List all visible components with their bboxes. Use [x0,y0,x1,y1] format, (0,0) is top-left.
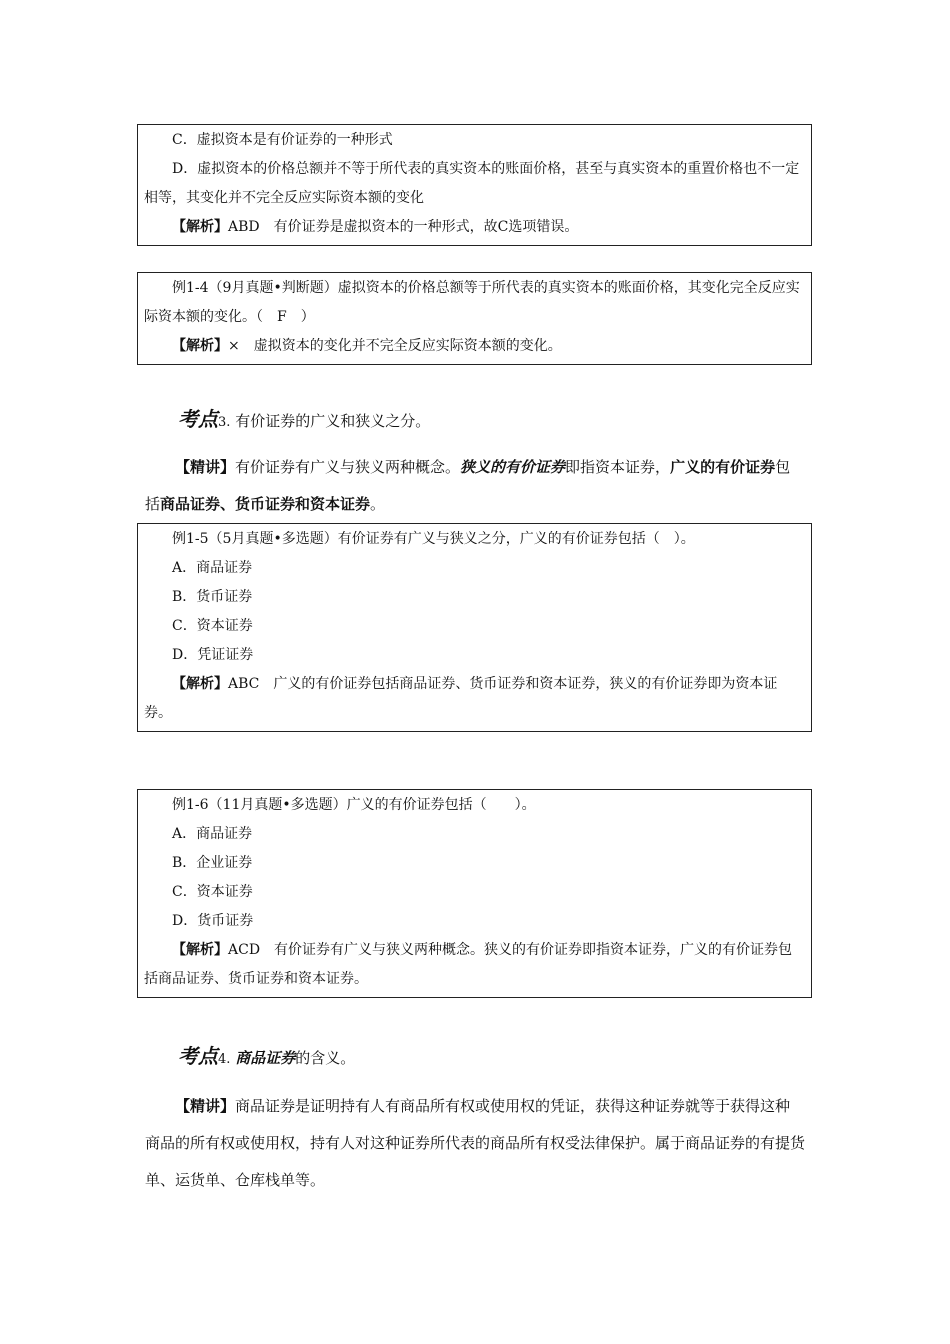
section-number: 3. [218,415,231,430]
kaodian-label: 考点 [178,407,218,431]
analysis [144,936,805,994]
section-title-bold: 商品证券 [235,1049,296,1067]
bold-term: 商品证券、货币证券和资本证券 [160,495,371,513]
paragraph-text: 有价证券有广义与狭义两种概念。 [235,458,461,476]
analysis-tag: 【解析】 [172,942,228,958]
section-heading-3 [178,407,430,435]
analysis-text: × 虚拟资本的变化并不完全反应实际资本额的变化。 [228,338,562,354]
analysis [144,332,805,361]
example-box-3 [137,523,812,732]
analysis-tag: 【解析】 [172,219,228,235]
analysis-tag: 【解析】 [172,676,228,692]
option-d: D．凭证证券 [172,647,254,663]
analysis-text: ABC 广义的有价证券包括商品证券、货币证券和资本证券，狭义的有价证券即为资本证券。 [144,676,778,721]
option-c: C．资本证券 [172,884,253,900]
explanation-paragraph-3 [145,449,805,523]
paragraph-text: 即指资本证券， [565,458,671,476]
bold-term: 广义的有价证券 [670,458,776,476]
example-box-1 [137,124,812,246]
option-b: B．企业证券 [172,855,253,871]
section-title: 的含义。 [295,1049,356,1067]
example-box-2 [137,272,812,365]
kaodian-label: 考点 [178,1044,218,1068]
option-d: D．货币证券 [172,913,254,929]
section-heading-4 [178,1044,355,1072]
option-b: B．货币证券 [172,589,253,605]
question-text: 例1-6（11月真题•多选题）广义的有价证券包括（ ）。 [172,797,536,813]
option-a: A．商品证券 [172,826,253,842]
section-number: 4. [218,1052,231,1067]
option-d: D．虚拟资本的价格总额并不等于所代表的真实资本的账面价格，甚至与真实资本的重置价格也不一定相等，其变化并不完全反应实际资本额的变化 [144,161,800,206]
question-text: 例1-5（5月真题•多选题）有价证券有广义与狭义之分，广义的有价证券包括（ ）。 [172,531,695,547]
section-title: 有价证券的广义和狭义之分。 [235,412,431,430]
option-a: A．商品证券 [172,560,253,576]
analysis [144,213,805,242]
example-box-4 [137,789,812,998]
jingjiang-tag: 【精讲】 [175,458,236,476]
analysis-tag: 【解析】 [172,338,228,354]
analysis [144,670,805,728]
analysis-text: ABD 有价证券是虚拟资本的一种形式，故C选项错误。 [228,219,579,235]
question-text: 例1-4（9月真题•判断题）虚拟资本的价格总额等于所代表的真实资本的账面价格，其变化完全反应实际资本额的变化。（ F ） [144,280,800,325]
jingjiang-tag: 【精讲】 [175,1097,236,1115]
paragraph-text: 。 [370,495,386,513]
option-c: C．虚拟资本是有价证券的一种形式 [172,132,393,148]
paragraph-text: 包括 [145,458,791,513]
option-c: C．资本证券 [172,618,253,634]
analysis-text: ACD 有价证券有广义与狭义两种概念。狭义的有价证券即指资本证券，广义的有价证券包括商品证券、货币证券和资本证券。 [144,942,793,987]
explanation-paragraph-4 [145,1088,805,1199]
bold-term: 狭义的有价证券 [460,458,566,476]
paragraph-text: 商品证券是证明持有人有商品所有权或使用权的凭证，获得这种证券就等于获得这种商品的所有权或使用权，持有人对这种证券所代表的商品所有权受法律保护。属于商品证券的有提货单、运货单、仓库栈单等。 [145,1097,806,1189]
